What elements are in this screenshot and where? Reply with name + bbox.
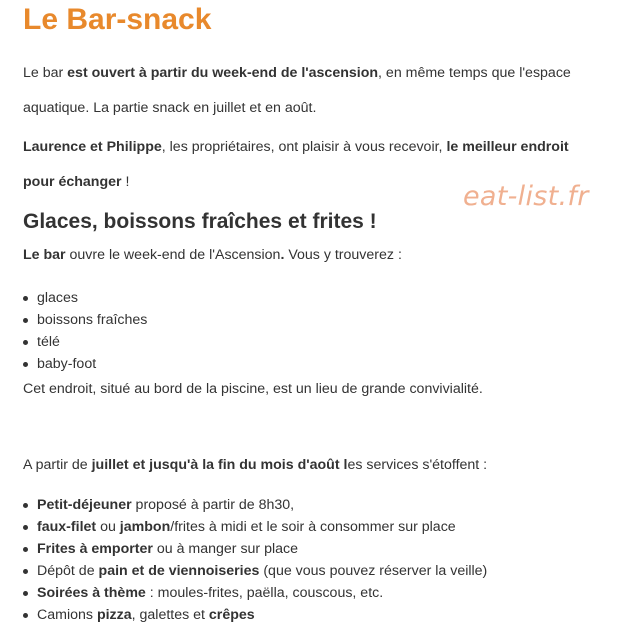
list-item: glaces [23,287,601,309]
owners-paragraph: Laurence et Philippe, les propriétaires, ont plaisir à vous recevoir, le meilleur endroit pour échanger ! [23,139,569,190]
section-subtitle: Glaces, boissons fraîches et frites ! [23,210,377,233]
summer-paragraph: A partir de juillet et jusqu'à la fin du mois d'août les services s'étoffent : [23,457,488,473]
services-list [23,494,601,626]
list-item: Petit-déjeuner proposé à partir de 8h30, [23,494,601,516]
intro-paragraph: Le bar est ouvert à partir du week-end de l'ascension, en même temps que l'espace aquatique. La partie snack en juillet et en août. [23,65,571,116]
bar-paragraph: Le bar ouvre le week-end de l'Ascension. Vous y trouverez : [23,247,402,263]
list-item: Dépôt de pain et de viennoiseries (que vous pouvez réserver la veille) [23,560,601,582]
list-item: boissons fraîches [23,309,601,331]
page-title: Le Bar-snack [23,3,212,36]
list-item: Frites à emporter ou à manger sur place [23,538,601,560]
list-item: baby-foot [23,353,601,375]
venue-paragraph: Cet endroit, situé au bord de la piscine, est un lieu de grande convivialité. [23,381,483,397]
list-item: faux-filet ou jambon/frites à midi et le soir à consommer sur place [23,516,601,538]
list-item: Soirées à thème : moules-frites, paëlla, couscous, etc. [23,582,601,604]
watermark-text: eat-list.fr [463,181,589,212]
list-item: Camions pizza, galettes et crêpes [23,604,601,626]
bar-items-list [23,287,601,375]
list-item: télé [23,331,601,353]
